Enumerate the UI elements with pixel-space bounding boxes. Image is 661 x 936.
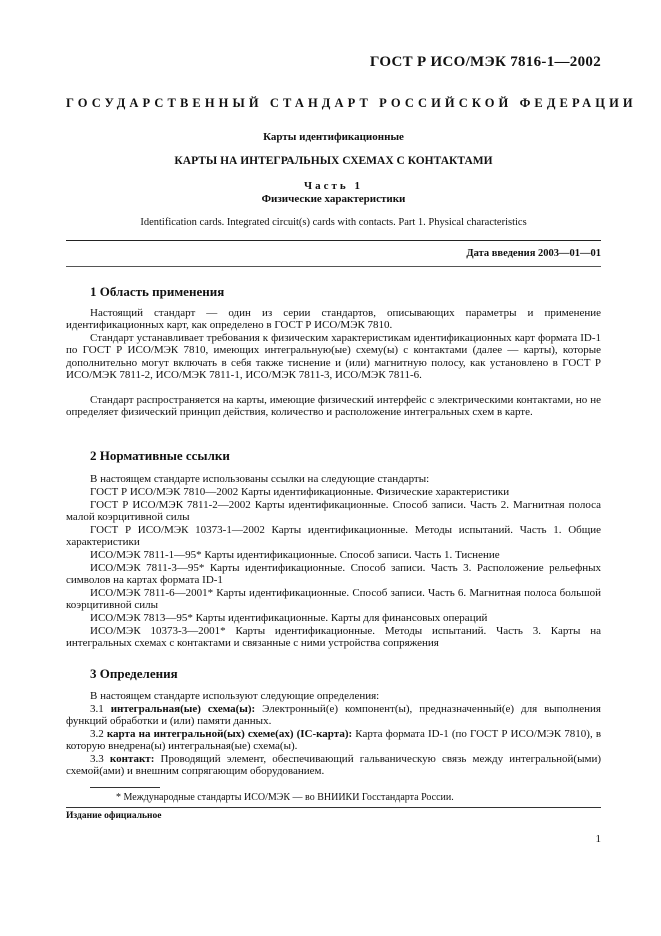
- definition-3-2: [66, 728, 601, 753]
- definition-number: 3.3: [90, 753, 104, 765]
- section-2-heading: 2 Нормативные ссылки: [90, 448, 230, 463]
- reference-item: ИСО/МЭК 10373-3—2001* Карты идентификационные. Методы испытаний. Часть 3. Карты на интегральных схемах с контактами и связанные с ними устройства сопряжения: [66, 625, 601, 650]
- references-intro: В настоящем стандарте использованы ссылки на следующие стандарты:: [90, 473, 430, 485]
- document-number: ГОСТ Р ИСО/МЭК 7816-1—2002: [369, 54, 601, 70]
- definition-term: карта на интегральной(ых) схеме(ах) (IC-карта):: [106, 728, 353, 740]
- section-1-paragraph-1: Настоящий стандарт — один из серии стандартов, описывающих параметры и применение идентификационных карт, как определено в ГОСТ Р ИСО/МЭК 7810.: [66, 307, 601, 332]
- reference-item: ИСО/МЭК 7811-3—95* Карты идентификационные. Способ записи. Часть 3. Расположение рельефных символов на картах формата ID-1: [66, 562, 601, 587]
- definition-term: контакт:: [109, 753, 155, 765]
- reference-item: ИСО/МЭК 7813—95* Карты идентификационные. Карты для финансовых операций: [90, 612, 488, 624]
- reference-item: ГОСТ Р ИСО/МЭК 7811-2—2002 Карты идентификационные. Способ записи. Часть 2. Магнитная полоса малой коэрцитивной силы: [66, 499, 601, 524]
- definition-text: Карта формата ID-1 (по ГОСТ Р ИСО/МЭК 7810), в которую внедрена(ы) интегральная(ые) схема(ы).: [66, 728, 602, 753]
- part-label: Часть 1: [304, 180, 363, 192]
- footer-divider: [66, 807, 601, 808]
- english-title: Identification cards. Integrated circuit(s) cards with contacts. Part 1. Physical characteristics: [140, 217, 527, 228]
- definition-term: интегральная(ые) схема(ы):: [110, 703, 256, 715]
- footnote: * Международные стандарты ИСО/МЭК — во ВНИИКИ Госстандарта России.: [116, 792, 454, 803]
- definitions-intro: В настоящем стандарте используют следующие определения:: [90, 690, 380, 702]
- document-title: КАРТЫ НА ИНТЕГРАЛЬНЫХ СХЕМАХ С КОНТАКТАМИ: [174, 155, 493, 167]
- date-divider: [66, 266, 601, 267]
- state-standard-header: ГОСУДАРСТВЕННЫЙ СТАНДАРТ РОССИЙСКОЙ ФЕДЕРАЦИИ: [66, 96, 637, 110]
- definition-number: 3.1: [90, 703, 104, 715]
- definition-3-1: [66, 703, 601, 728]
- introduction-date: Дата введения 2003—01—01: [466, 248, 601, 259]
- reference-item: ГОСТ Р ИСО/МЭК 10373-1—2002 Карты идентификационные. Методы испытаний. Часть 1. Общие характеристики: [66, 524, 601, 549]
- header-divider: [66, 240, 601, 241]
- page-number: 1: [595, 833, 601, 845]
- section-3-heading: 3 Определения: [90, 666, 178, 681]
- definition-text: Проводящий элемент, обеспечивающий гальваническую связь между интегральной(ыми) схемой(ами) и внешним сопрягающим оборудованием.: [66, 753, 602, 778]
- section-1-heading: 1 Область применения: [90, 284, 225, 299]
- reference-item: ИСО/МЭК 7811-1—95* Карты идентификационные. Способ записи. Часть 1. Тиснение: [90, 549, 500, 561]
- section-1-paragraph-2: Стандарт устанавливает требования к физическим характеристикам идентификационных карт формата ID-1 по ГОСТ Р ИСО/МЭК 7810, имеющих интегральную(ые) схему(ы) с контактами (далее — карты), которые дополнительно могут включать в себя также тиснение и (или) магнитную полосу, как установлено в ГОСТ Р ИСО/МЭК 7811-2, ИСО/МЭК 7811-1, ИСО/МЭК 7811-3, ИСО/МЭК 7811-6.: [66, 332, 601, 382]
- definition-number: 3.2: [90, 728, 104, 740]
- official-edition-label: Издание официальное: [66, 811, 162, 821]
- reference-item: ГОСТ Р ИСО/МЭК 7810—2002 Карты идентификационные. Физические характеристики: [90, 486, 510, 498]
- document-subtitle: Карты идентификационные: [263, 131, 404, 143]
- reference-item: ИСО/МЭК 7811-6—2001* Карты идентификационные. Способ записи. Часть 6. Магнитная полоса большой коэрцитивной силы: [66, 587, 601, 612]
- definition-text: Электронный(е) компонент(ы), предназначенный(е) для выполнения функций обработки и (или) памяти данных.: [66, 703, 601, 728]
- part-title: Физические характеристики: [261, 193, 406, 205]
- footnote-divider: [90, 787, 160, 788]
- section-1-paragraph-3: Стандарт распространяется на карты, имеющие физический интерфейс с электрическими контактами, но не определяет физический принцип действия, количество и расположение интегральных схем в карте.: [66, 394, 601, 419]
- definition-3-3: [66, 753, 601, 778]
